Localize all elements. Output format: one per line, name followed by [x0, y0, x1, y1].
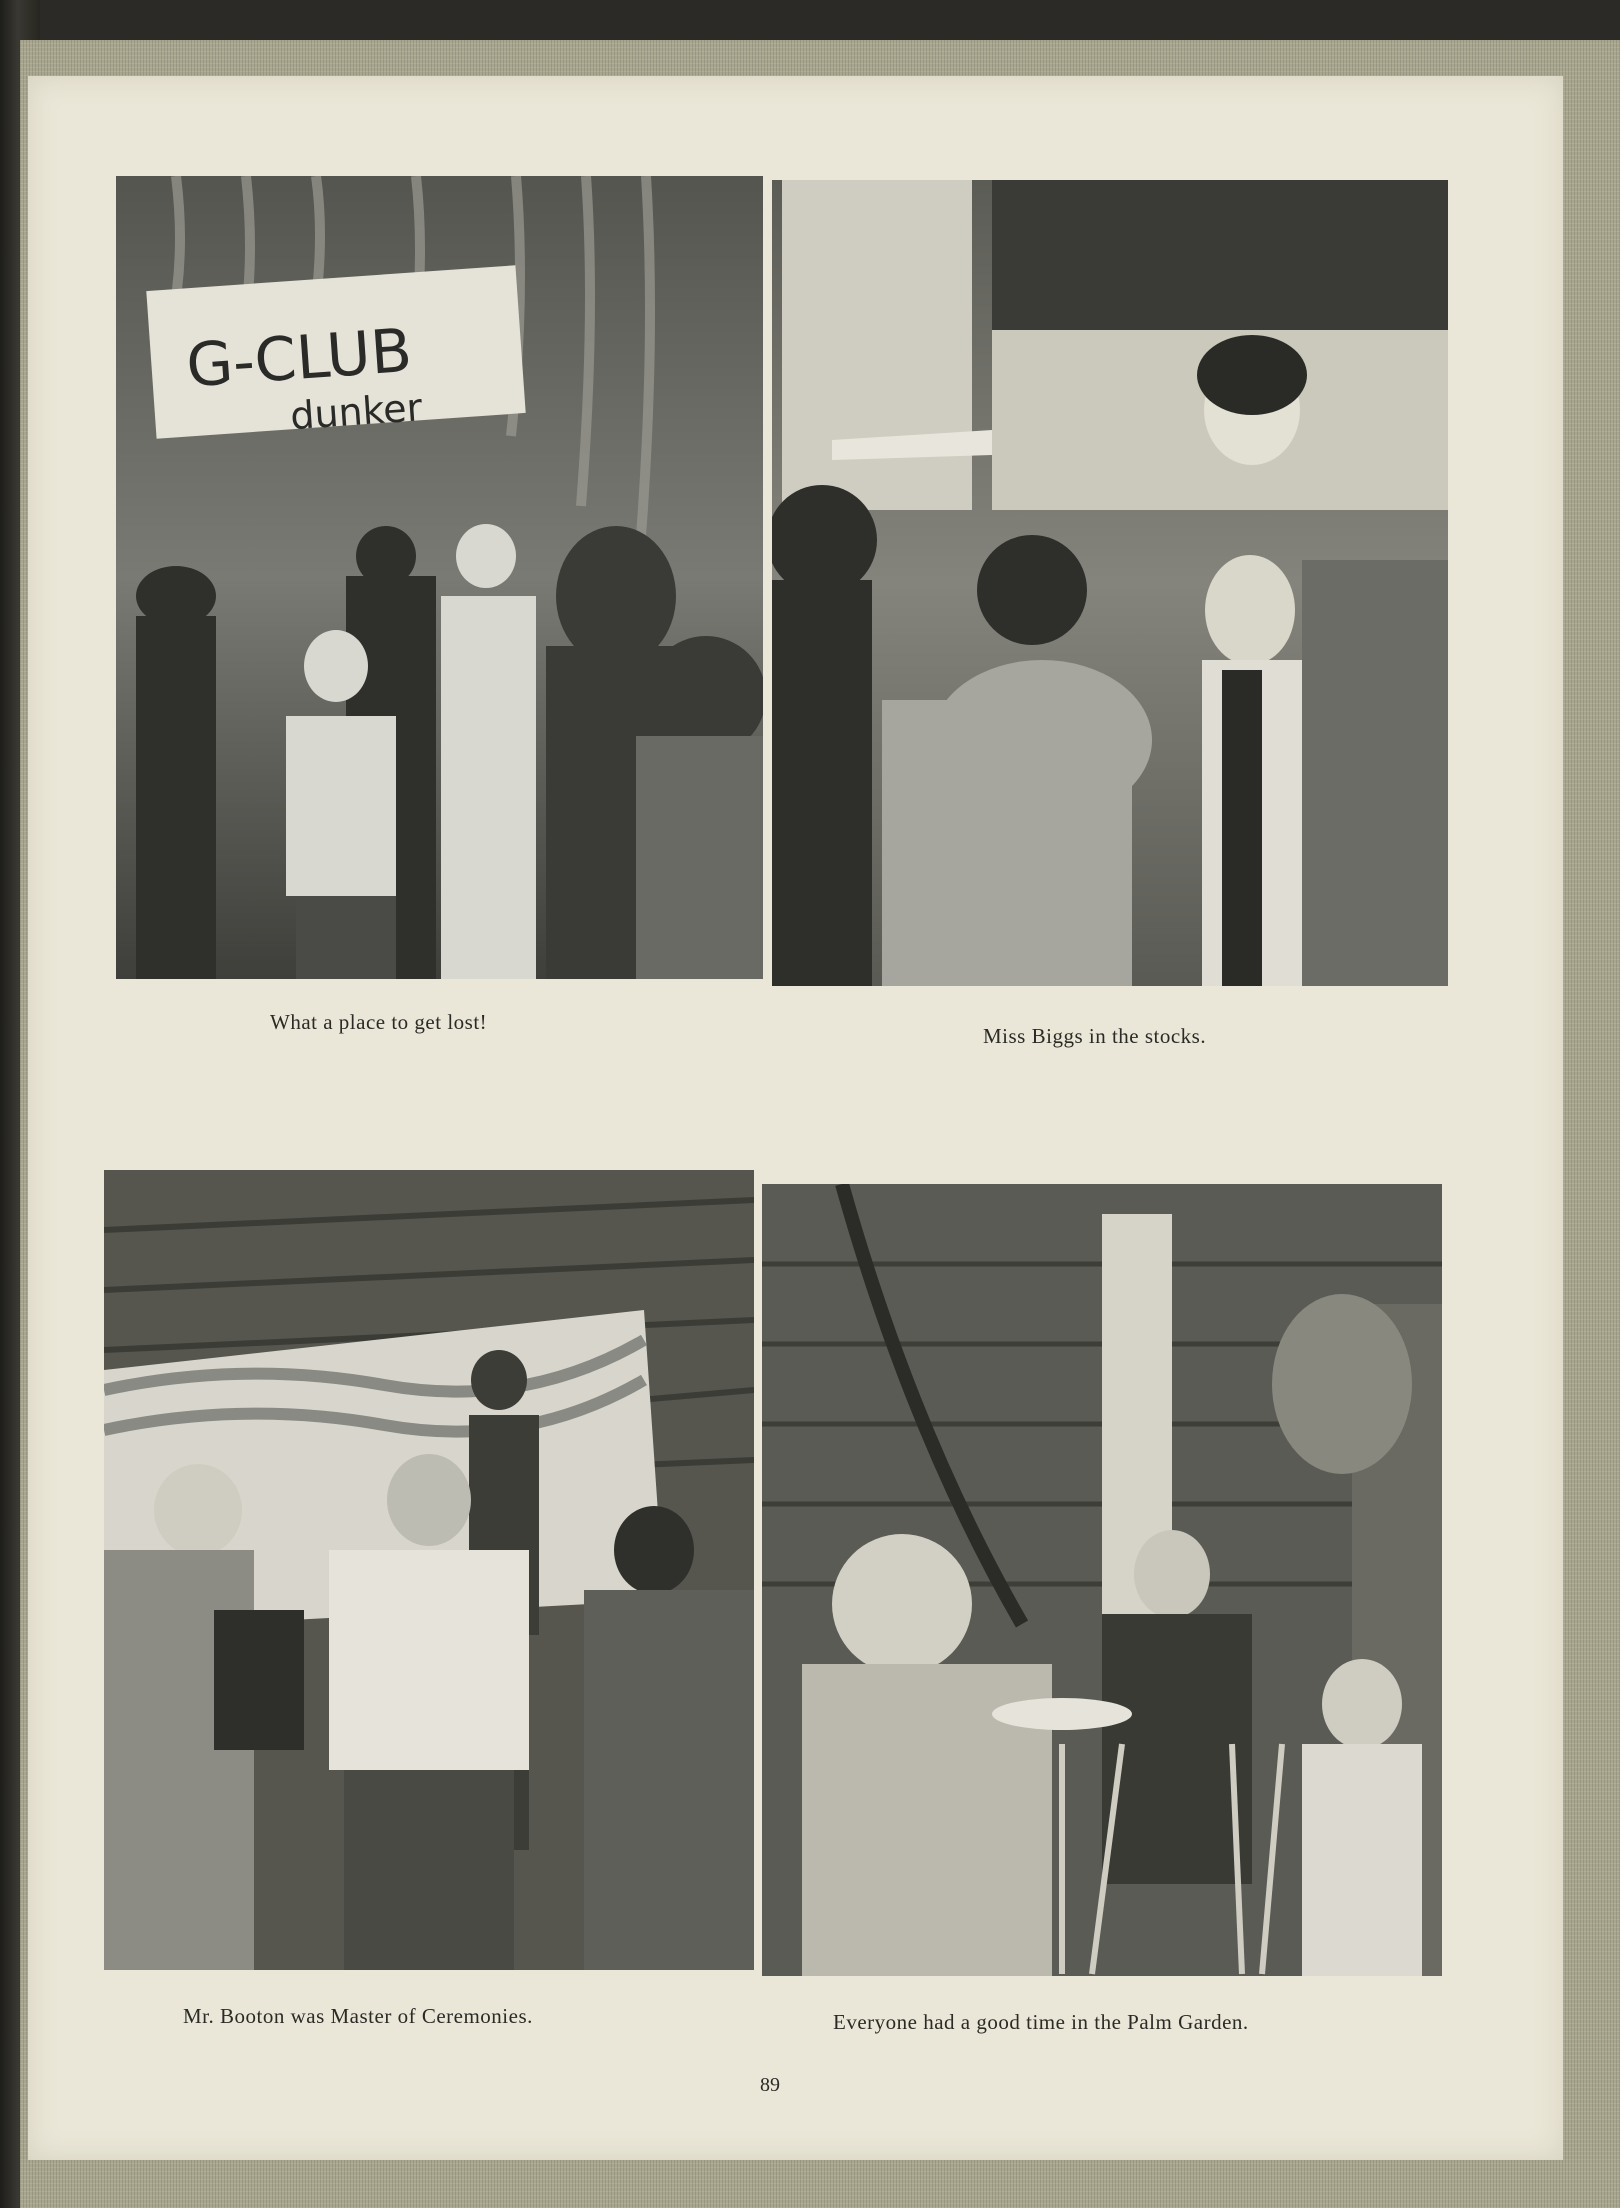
photo-master-of-ceremonies	[104, 1170, 754, 1970]
sign-text-g-club: G-CLUB	[184, 315, 415, 402]
caption-bottom-right: Everyone had a good time in the Palm Garden.	[833, 2010, 1249, 2034]
yearbook-page	[28, 76, 1563, 2160]
sign-text-dunker: dunker	[288, 385, 424, 439]
caption-top-left: What a place to get lost!	[270, 1010, 488, 1034]
photo-miss-biggs-stocks	[772, 180, 1448, 986]
page-number: 89	[760, 2074, 780, 2096]
caption-top-right: Miss Biggs in the stocks.	[983, 1024, 1207, 1048]
photo-palm-garden	[762, 1184, 1442, 1976]
photo-g-club-dunker	[116, 176, 763, 979]
caption-bottom-left: Mr. Booton was Master of Ceremonies.	[183, 2004, 533, 2028]
